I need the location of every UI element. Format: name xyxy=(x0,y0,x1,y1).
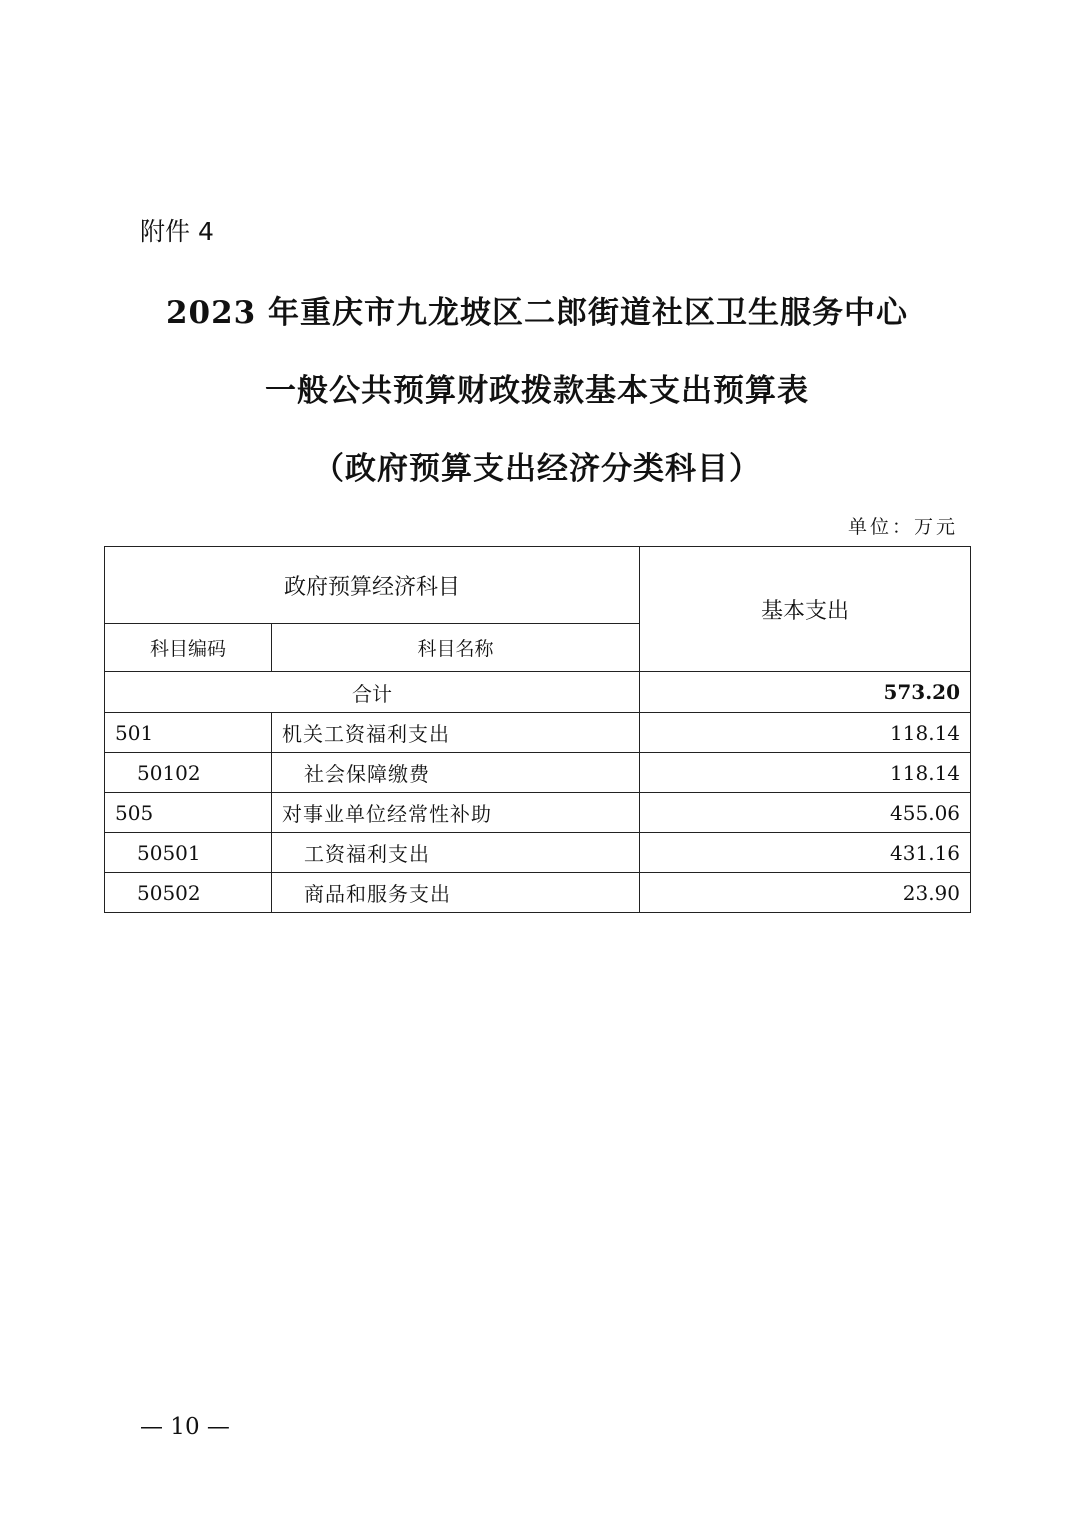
total-row xyxy=(105,672,971,713)
row-code: 50501 xyxy=(105,833,272,873)
total-value: 573.20 xyxy=(640,672,971,713)
table-row xyxy=(105,753,971,793)
header-basic-expenditure: 基本支出 xyxy=(640,547,971,672)
header-subject-name: 科目名称 xyxy=(272,624,640,672)
row-code: 50502 xyxy=(105,873,272,913)
row-value: 23.90 xyxy=(640,873,971,913)
row-value: 431.16 xyxy=(640,833,971,873)
row-name: 工资福利支出 xyxy=(272,833,640,873)
row-value: 118.14 xyxy=(640,713,971,753)
row-name: 机关工资福利支出 xyxy=(272,713,640,753)
header-economic-category: 政府预算经济科目 xyxy=(105,547,640,624)
row-value: 455.06 xyxy=(640,793,971,833)
row-code: 505 xyxy=(105,793,272,833)
table-row xyxy=(105,713,971,753)
page-number: — 10 — xyxy=(140,1414,230,1440)
table-row xyxy=(105,833,971,873)
row-name: 社会保障缴费 xyxy=(272,753,640,793)
budget-table xyxy=(104,546,971,913)
title-line-1: 2023 年重庆市九龙坡区二郎街道社区卫生服务中心 xyxy=(165,295,909,331)
row-value: 118.14 xyxy=(640,753,971,793)
row-code: 50102 xyxy=(105,753,272,793)
unit-label: 单位：万元 xyxy=(847,516,958,538)
attachment-label: 附件 4 xyxy=(140,217,214,246)
total-label: 合计 xyxy=(105,672,640,713)
table-row xyxy=(105,793,971,833)
title-line-2: 一般公共预算财政拨款基本支出预算表 xyxy=(265,373,809,409)
title-line-3: （政府预算支出经济分类科目） xyxy=(313,451,761,487)
row-code: 501 xyxy=(105,713,272,753)
row-name: 商品和服务支出 xyxy=(272,873,640,913)
header-subject-code: 科目编码 xyxy=(105,624,272,672)
table-row xyxy=(105,873,971,913)
row-name: 对事业单位经常性补助 xyxy=(272,793,640,833)
